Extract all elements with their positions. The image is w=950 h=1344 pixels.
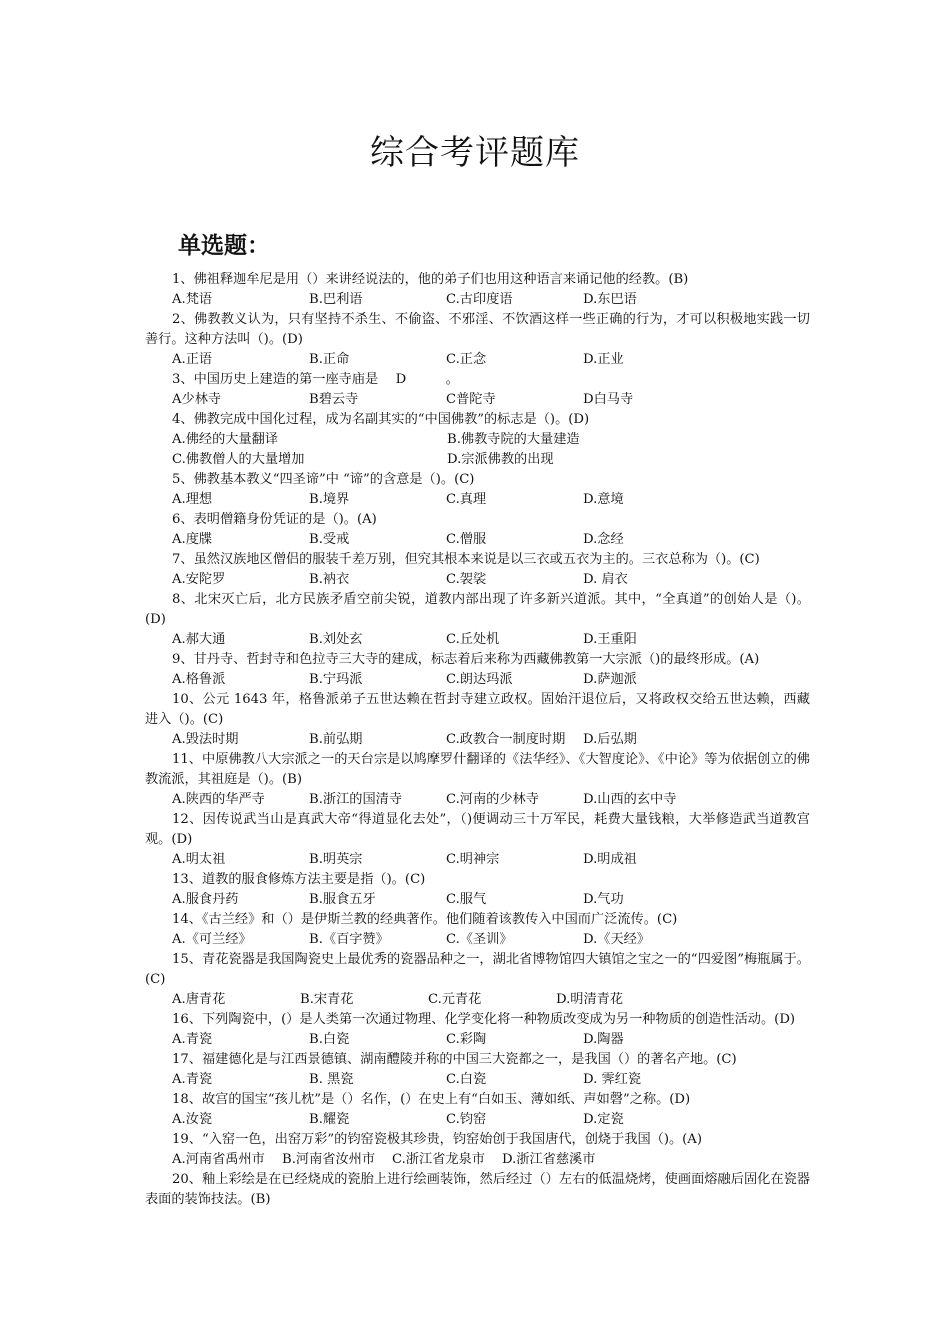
option-item: A.服食丹药 [172, 892, 239, 907]
option-item: A少林寺 [172, 392, 222, 407]
option-item: A.正语 [172, 352, 213, 367]
question-stem: 15、青花瓷器是我国陶瓷史上最优秀的瓷器品种之一，湖北省博物馆四大镇馆之宝之一的“四爱图”梅瓶属于。(C) [145, 952, 810, 987]
option-item: C.丘处机 [446, 632, 500, 647]
question-options [145, 890, 810, 910]
question-options [145, 450, 810, 470]
question-options [145, 930, 810, 950]
option-item: D.宗派佛教的出现 [447, 452, 554, 467]
question-stem: 16、下列陶瓷中，(）是人类第一次通过物理、化学变化将一种物质改变成为另一种物质的创造性活动。(D) [172, 1012, 796, 1027]
option-item: B.明英宗 [309, 852, 363, 867]
option-item: B碧云寺 [309, 392, 359, 407]
question-options [145, 1110, 810, 1130]
option-item: C.明神宗 [446, 852, 500, 867]
option-item: A.度牒 [172, 532, 213, 547]
question-stem: 6、表明僧籍身份凭证的是（)。(A) [172, 512, 377, 527]
option-item: C.彩陶 [446, 1032, 487, 1047]
option-item: D. 肩衣 [583, 572, 628, 587]
question-stem: 13、道教的服食修炼方法主要是指（)。(C) [172, 872, 426, 887]
question-stem: 17、福建德化是与江西景德镇、湖南醴陵并称的中国三大瓷都之一，是我国（）的著名产地。(C) [172, 1052, 737, 1067]
option-item: C.河南的少林寺 [446, 792, 539, 807]
question-stem: 8、北宋灭亡后，北方民族矛盾空前尖锐，道教内部出现了许多新兴道派。其中，“全真道”的创始人是（)。(D) [145, 592, 810, 627]
option-item: B. 黑瓷 [309, 1072, 354, 1087]
option-item: A.梵语 [172, 292, 213, 307]
option-item: A.安陀罗 [172, 572, 226, 587]
question-options [145, 1150, 810, 1170]
option-item: C.浙江省龙泉市 [392, 1152, 485, 1167]
option-item: C.朗达玛派 [446, 672, 513, 687]
question-list [145, 270, 810, 1210]
option-item: D.萨迦派 [583, 672, 637, 687]
document-title: 综合考评题库 [370, 133, 580, 173]
option-item: D.意境 [583, 492, 624, 507]
question-stem: 18、故宫的国宝“孩儿枕”是（）名作，(）在史上有“白如玉、薄如纸、声如磬”之称。(D) [172, 1092, 691, 1107]
option-item: C.袈裟 [446, 572, 487, 587]
question-options [145, 570, 810, 590]
option-item: C.《圣训》 [446, 932, 513, 947]
question-options [145, 1070, 810, 1090]
option-item: D.王重阳 [583, 632, 637, 647]
option-item: D.浙江省慈溪市 [502, 1152, 596, 1167]
question-stem: 14、《古兰经》和（）是伊斯兰教的经典著作。他们随着该教传入中国而广泛流传。(C) [172, 912, 678, 927]
option-item: A.唐青花 [172, 992, 226, 1007]
question-stem: 3、中国历史上建造的第一座寺庙是 D 。 [172, 372, 459, 387]
option-item: C.政教合一制度时期 [446, 732, 566, 747]
option-item: C.佛教僧人的大量增加 [172, 452, 305, 467]
option-item: D.陶器 [583, 1032, 624, 1047]
option-item: D.《天经》 [583, 932, 651, 947]
question-options [145, 290, 810, 310]
question-stem: 12、因传说武当山是真武大帝“得道显化去处”，（)便调动三十万军民，耗费大量钱粮，大举修造武当道教宫观。(D) [145, 812, 810, 847]
option-item: A.佛经的大量翻译 [172, 432, 279, 447]
option-item: D.明成祖 [583, 852, 637, 867]
option-item: D.正业 [583, 352, 624, 367]
question-stem: 9、甘丹寺、哲封寺和色拉寺三大寺的建成，标志着后来称为西藏佛教第一大宗派（)的最终形成。(A) [172, 652, 760, 667]
option-item: B.白瓷 [309, 1032, 350, 1047]
option-item: B.佛教寺院的大量建造 [447, 432, 580, 447]
option-item: C.元青花 [428, 992, 482, 1007]
question-stem: 5、佛教基本教义“四圣谛”中 “谛”的含意是（)。(C) [172, 472, 475, 487]
option-item: A.理想 [172, 492, 213, 507]
option-item: B.正命 [309, 352, 350, 367]
option-item: C.正念 [446, 352, 487, 367]
option-item: B.服食五牙 [309, 892, 376, 907]
option-item: D.后弘期 [583, 732, 637, 747]
option-item: A.青瓷 [172, 1032, 213, 1047]
option-item: C.真理 [446, 492, 487, 507]
option-item: A.格鲁派 [172, 672, 226, 687]
question-stem: 1、佛祖释迦牟尼是用（）来讲经说法的，他的弟子们也用这种语言来诵记他的经教。(B) [172, 272, 689, 287]
option-item: B.境界 [309, 492, 350, 507]
option-item: B.前弘期 [309, 732, 363, 747]
question-options [145, 730, 810, 750]
option-item: B.宁玛派 [309, 672, 363, 687]
option-item: B.浙江的国清寺 [309, 792, 403, 807]
option-item: A.郝大通 [172, 632, 226, 647]
question-options [145, 1030, 810, 1050]
question-stem: 7、虽然汉族地区僧侣的服装千差万别，但究其根本来说是以三衣或五衣为主的。三衣总称为（)。(C) [172, 552, 760, 567]
question-options [145, 990, 810, 1010]
option-item: A.河南省禹州市 [172, 1152, 265, 1167]
option-item: B.宋青花 [300, 992, 354, 1007]
option-item: B.河南省汝州市 [282, 1152, 376, 1167]
option-item: B.受戒 [309, 532, 350, 547]
option-item: C.白瓷 [446, 1072, 487, 1087]
option-item: B.耀瓷 [309, 1112, 350, 1127]
question-options [145, 390, 810, 410]
question-stem: 4、佛教完成中国化过程，成为名副其实的“中国佛教”的标志是（)。(D) [172, 412, 590, 427]
option-item: C.钧窑 [446, 1112, 487, 1127]
option-item: C.服气 [446, 892, 487, 907]
question-stem: 19、“入窑一色，出窑万彩”的钧窑瓷极其珍贵，钧窑始创于我国唐代，创烧于我国（)。(A) [172, 1132, 702, 1147]
option-item: D.明清青花 [556, 992, 624, 1007]
option-item: D.气功 [583, 892, 624, 907]
option-item: D.山西的玄中寺 [583, 792, 677, 807]
option-item: B.《百字赞》 [309, 932, 389, 947]
option-item: D.念经 [583, 532, 624, 547]
option-item: A.汝瓷 [172, 1112, 213, 1127]
option-item: C普陀寺 [446, 392, 496, 407]
option-item: B.衲衣 [309, 572, 350, 587]
option-item: B.巴利语 [309, 292, 363, 307]
option-item: D.东巴语 [583, 292, 637, 307]
option-item: C.古印度语 [446, 292, 513, 307]
question-stem: 2、佛教教义认为，只有坚持不杀生、不偷盗、不邪淫、不饮酒这样一些正确的行为，才可以积极地实践一切善行。这种方法叫（)。(D) [145, 312, 810, 347]
option-item: D.定瓷 [583, 1112, 624, 1127]
option-item: D. 霁红瓷 [583, 1072, 642, 1087]
section-title: 单选题： [178, 232, 270, 259]
question-options [145, 630, 810, 650]
option-item: C.僧服 [446, 532, 487, 547]
question-stem: 10、公元 1643 年，格鲁派弟子五世达赖在哲封寺建立政权。固始汗退位后，又将政权交给五世达赖，西藏进入（)。(C) [145, 692, 810, 727]
question-stem: 20、釉上彩绘是在已经烧成的瓷胎上进行绘画装饰，然后经过（）左右的低温烧烤，使画面熔融后固化在瓷器表面的装饰技法。(B) [145, 1172, 810, 1207]
question-options [145, 490, 810, 510]
question-options [145, 850, 810, 870]
option-item: A.《可兰经》 [172, 932, 252, 947]
option-item: B.刘处玄 [309, 632, 363, 647]
question-options [145, 350, 810, 370]
question-options [145, 530, 810, 550]
option-item: A.陕西的华严寺 [172, 792, 265, 807]
option-item: A.青瓷 [172, 1072, 213, 1087]
question-options [145, 670, 810, 690]
question-options [145, 790, 810, 810]
option-item: A.毁法时期 [172, 732, 239, 747]
question-stem: 11、中原佛教八大宗派之一的天台宗是以鸠摩罗什翻译的《法华经》、《大智度论》、《中论》等为依据创立的佛教流派，其祖庭是（)。(B) [145, 752, 810, 787]
option-item: A.明太祖 [172, 852, 226, 867]
option-item: D白马寺 [583, 392, 634, 407]
question-options [145, 430, 810, 450]
